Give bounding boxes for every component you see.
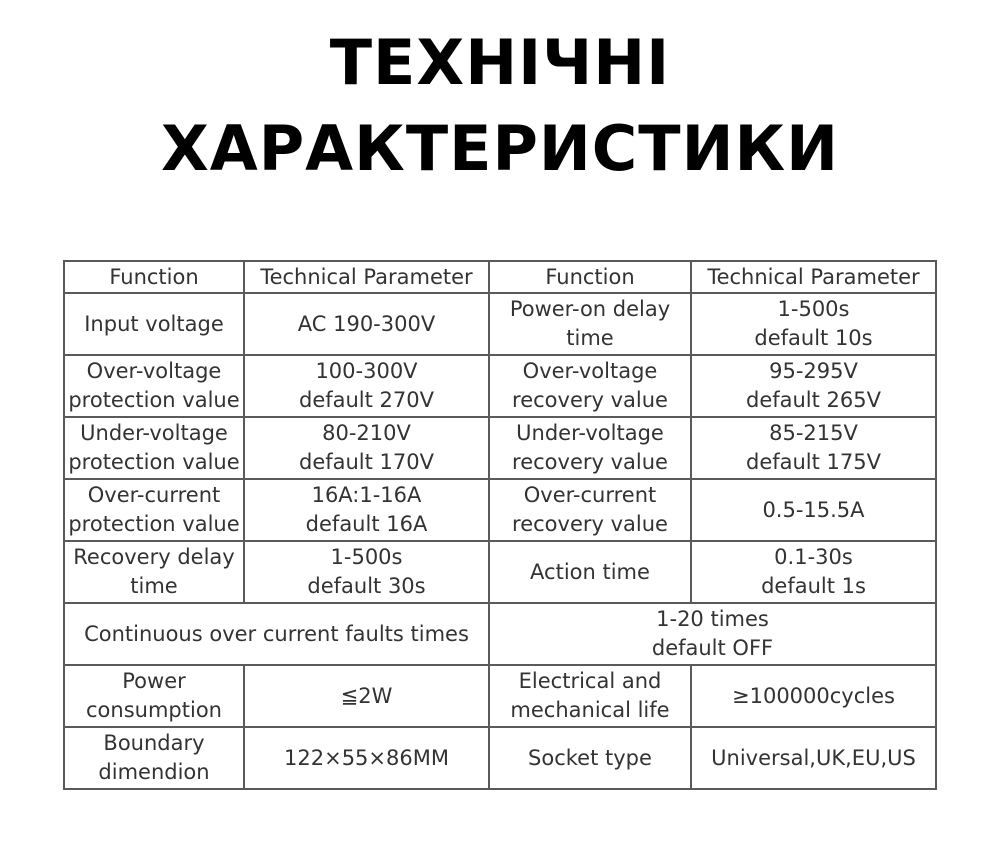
row-bottom-1-function-2-line-1: Electrical and [518, 669, 662, 693]
row-2-parameter-1-line-1: 100-300V [315, 359, 418, 383]
row-4-parameter-2-line-1: 0.5-15.5A [762, 497, 865, 522]
row-3-parameter-2 [691, 417, 936, 479]
row-2-function-1-line-2: protection value [68, 388, 240, 412]
spec-table-body [64, 261, 936, 789]
row-2-function-1 [64, 355, 244, 417]
row-4-parameter-1 [244, 479, 489, 541]
row-bottom-2-function-2-line-1: Socket type [528, 745, 652, 770]
row-2-parameter-2-line-2: default 265V [745, 388, 881, 412]
row-2-function-2-line-2: recovery value [512, 388, 668, 412]
row-5-function-2 [489, 541, 691, 603]
merged-row-parameter-line-1: 1-20 times [656, 607, 769, 631]
row-3-parameter-2-line-1: 85-215V [769, 421, 858, 445]
row-3-function-1 [64, 417, 244, 479]
row-bottom-1-function-1 [64, 665, 244, 727]
header-function-2: Function [489, 261, 691, 293]
row-bottom-1-function-1-line-2: consumption [86, 698, 222, 722]
row-bottom-2-parameter-1-line-1: 122×55×86MM [284, 745, 449, 770]
table-row-merged [64, 603, 936, 665]
merged-row-function [64, 603, 489, 665]
row-4-parameter-1-line-2: default 16A [305, 512, 428, 536]
row-bottom-1-parameter-1 [244, 665, 489, 727]
row-bottom-2-parameter-1 [244, 727, 489, 789]
row-5-function-1 [64, 541, 244, 603]
table-row [64, 293, 936, 355]
header-technical-parameter-1: Technical Parameter [244, 261, 489, 293]
row-1-function-2-line-1: Power-on delay [509, 297, 671, 321]
merged-row-function-line-1: Continuous over current faults times [84, 621, 469, 646]
row-3-parameter-1 [244, 417, 489, 479]
row-bottom-2-parameter-2-line-1: Universal,UK,EU,US [711, 745, 916, 770]
row-1-function-2 [489, 293, 691, 355]
row-1-parameter-2 [691, 293, 936, 355]
row-5-parameter-2 [691, 541, 936, 603]
row-bottom-2-function-2 [489, 727, 691, 789]
page-title-line-2: ХАРАКТЕРИСТИКИ [160, 112, 840, 185]
page-title-line-1: ТЕХНІЧНІ [329, 26, 671, 99]
table-row [64, 355, 936, 417]
table-row [64, 727, 936, 789]
header-function-1: Function [64, 261, 244, 293]
row-bottom-1-parameter-2-line-1: ≥100000cycles [732, 683, 895, 708]
row-bottom-1-function-2-line-2: mechanical life [510, 698, 670, 722]
row-5-parameter-1-line-1: 1-500s [330, 545, 403, 569]
row-5-parameter-2-line-2: default 1s [761, 574, 866, 598]
row-bottom-1-parameter-2 [691, 665, 936, 727]
row-2-parameter-1 [244, 355, 489, 417]
row-1-function-1 [64, 293, 244, 355]
row-5-function-1-line-1: Recovery delay [73, 545, 235, 569]
row-bottom-2-parameter-2 [691, 727, 936, 789]
table-row [64, 479, 936, 541]
row-2-parameter-1-line-2: default 270V [298, 388, 434, 412]
row-3-function-1-line-1: Under-voltage [80, 421, 228, 445]
merged-row-parameter [489, 603, 936, 665]
row-2-function-2 [489, 355, 691, 417]
row-1-function-1-line-1: Input voltage [84, 311, 224, 336]
header-technical-parameter-2: Technical Parameter [691, 261, 936, 293]
row-3-function-2-line-1: Under-voltage [516, 421, 664, 445]
row-bottom-2-function-1 [64, 727, 244, 789]
row-bottom-1-function-2 [489, 665, 691, 727]
table-row [64, 541, 936, 603]
row-5-function-1-line-2: time [130, 574, 178, 598]
row-4-parameter-1-line-1: 16A:1-16A [311, 483, 422, 507]
row-3-function-1-line-2: protection value [68, 450, 240, 474]
row-1-parameter-1-line-1: AC 190-300V [297, 311, 436, 336]
row-3-function-2 [489, 417, 691, 479]
row-2-parameter-2-line-1: 95-295V [769, 359, 858, 383]
row-4-function-2-line-1: Over-current [523, 483, 657, 507]
row-4-function-2-line-2: recovery value [512, 512, 668, 536]
row-bottom-1-function-1-line-1: Power [122, 669, 186, 693]
row-1-parameter-2-line-1: 1-500s [777, 297, 850, 321]
row-5-parameter-1-line-2: default 30s [307, 574, 426, 598]
row-4-function-2 [489, 479, 691, 541]
row-2-parameter-2 [691, 355, 936, 417]
row-4-function-1-line-1: Over-current [87, 483, 221, 507]
row-5-function-2-line-1: Action time [530, 559, 650, 584]
row-2-function-2-line-1: Over-voltage [522, 359, 658, 383]
row-5-parameter-2-line-1: 0.1-30s [774, 545, 853, 569]
table-header-row [64, 261, 936, 293]
row-4-function-1-line-2: protection value [68, 512, 240, 536]
row-bottom-1-parameter-1-line-1: ≦2W [340, 683, 393, 708]
merged-row-parameter-line-2: default OFF [651, 636, 774, 660]
row-3-function-2-line-2: recovery value [512, 450, 668, 474]
row-3-parameter-1-line-1: 80-210V [322, 421, 411, 445]
row-3-parameter-2-line-2: default 175V [745, 450, 881, 474]
row-3-parameter-1-line-2: default 170V [298, 450, 434, 474]
row-1-parameter-1 [244, 293, 489, 355]
row-5-parameter-1 [244, 541, 489, 603]
page-title [0, 20, 1000, 192]
row-4-function-1 [64, 479, 244, 541]
table-row [64, 417, 936, 479]
row-4-parameter-2 [691, 479, 936, 541]
row-2-function-1-line-1: Over-voltage [86, 359, 222, 383]
row-bottom-2-function-1-line-1: Boundary [103, 731, 205, 755]
row-1-parameter-2-line-2: default 10s [754, 326, 873, 350]
row-bottom-2-function-1-line-2: dimendion [98, 760, 210, 784]
table-row [64, 665, 936, 727]
row-1-function-2-line-2: time [566, 326, 614, 350]
spec-table [63, 260, 937, 790]
